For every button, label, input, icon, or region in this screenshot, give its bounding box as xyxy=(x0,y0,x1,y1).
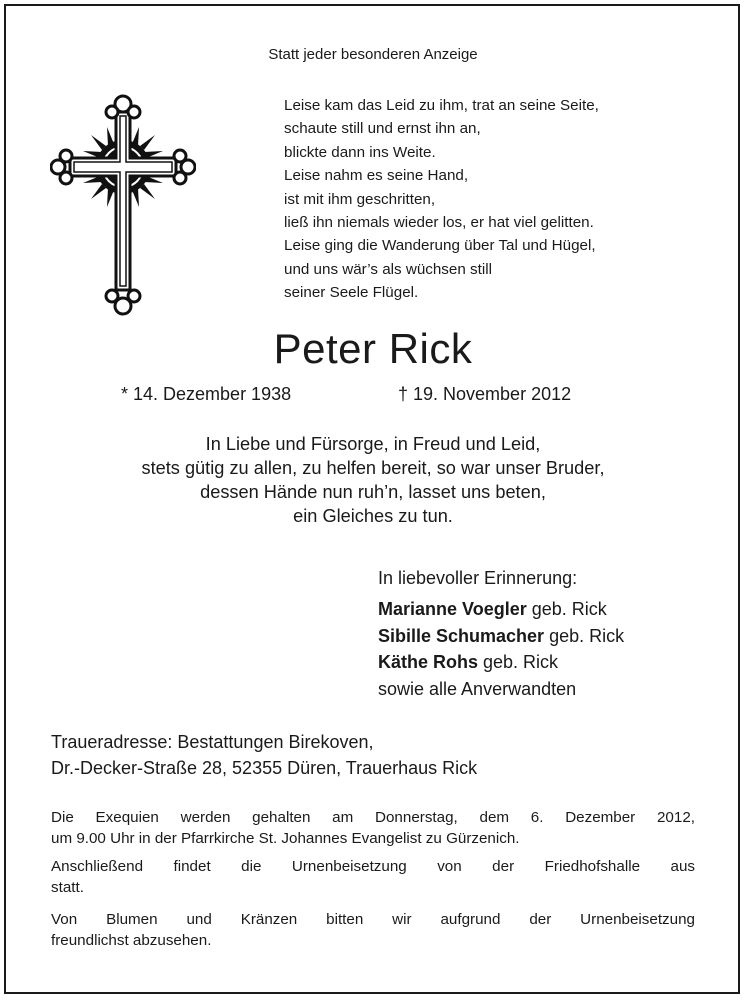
deceased-name: Peter Rick xyxy=(273,325,473,372)
mourner-note: geb. Rick xyxy=(478,652,559,672)
poem-line: seiner Seele Flügel. xyxy=(284,284,419,302)
mourner-name: Marianne Voegler xyxy=(378,599,527,619)
notice-line: Von Blumen und Kränzen bitten wir aufgrund der Urnenbeisetzung xyxy=(51,911,695,928)
mourner-note: geb. Rick xyxy=(526,599,607,619)
verse-line: In Liebe und Fürsorge, in Freud und Leid, xyxy=(205,434,541,454)
mourner-name: Käthe Rohs xyxy=(378,652,479,672)
notice-line: freundlichst abzusehen. xyxy=(51,932,212,949)
service-notice xyxy=(51,807,695,849)
mourner xyxy=(378,649,624,676)
header-text: Statt jeder besonderen Anzeige xyxy=(268,46,478,63)
poem-line: schaute still und ernst ihn an, xyxy=(284,120,481,138)
poem-line: ließ ihn niemals wieder los, er hat viel gelitten. xyxy=(284,214,594,232)
mourner-note: geb. Rick xyxy=(544,625,625,646)
birth-date: * 14. Dezember 1938 xyxy=(121,384,292,404)
notice-line: Anschließend findet die Urnenbeisetzung von der Friedhofshalle aus xyxy=(51,858,695,875)
mourning-address xyxy=(51,729,477,781)
address-line: Traueradresse: Bestattungen Birekoven, xyxy=(51,732,374,752)
verse-line: ein Gleiches zu tun. xyxy=(293,506,453,526)
notice-line: um 9.00 Uhr in der Pfarrkirche St. Johannes Evangelist zu Gürzenich. xyxy=(51,830,520,847)
poem xyxy=(284,94,599,305)
relatives: sowie alle Anverwandten xyxy=(378,678,577,699)
mourner-name: Sibille Schumacher xyxy=(378,625,545,646)
poem-line: blickte dann ins Weite. xyxy=(284,143,436,161)
burial-notice xyxy=(51,856,695,898)
verse-line: dessen Hände nun ruh’n, lasset uns beten, xyxy=(200,482,546,502)
mourner xyxy=(378,596,624,623)
poem-line: ist mit ihm geschritten, xyxy=(284,190,436,208)
poem-line: und uns wär’s als wüchsen still xyxy=(284,260,492,278)
mourner xyxy=(378,623,624,650)
mourners-list xyxy=(378,596,624,702)
flowers-notice xyxy=(51,909,695,951)
poem-line: Leise ging die Wanderung über Tal und Hügel, xyxy=(284,237,596,255)
verse-line: stets gütig zu allen, zu helfen bereit, so war unser Bruder, xyxy=(141,458,605,478)
ornate-cross-icon xyxy=(50,94,196,316)
memorial-verse xyxy=(0,432,746,528)
poem-line: Leise kam das Leid zu ihm, trat an seine Seite, xyxy=(284,97,599,114)
memory-label: In liebevoller Erinnerung: xyxy=(378,568,578,588)
death-date: † 19. November 2012 xyxy=(398,384,572,404)
notice-line: Die Exequien werden gehalten am Donnerstag, dem 6. Dezember 2012, xyxy=(51,809,695,826)
address-line: Dr.-Decker-Straße 28, 52355 Düren, Trauerhaus Rick xyxy=(51,758,478,778)
poem-line: Leise nahm es seine Hand, xyxy=(284,167,469,185)
notice-line: statt. xyxy=(51,879,84,896)
